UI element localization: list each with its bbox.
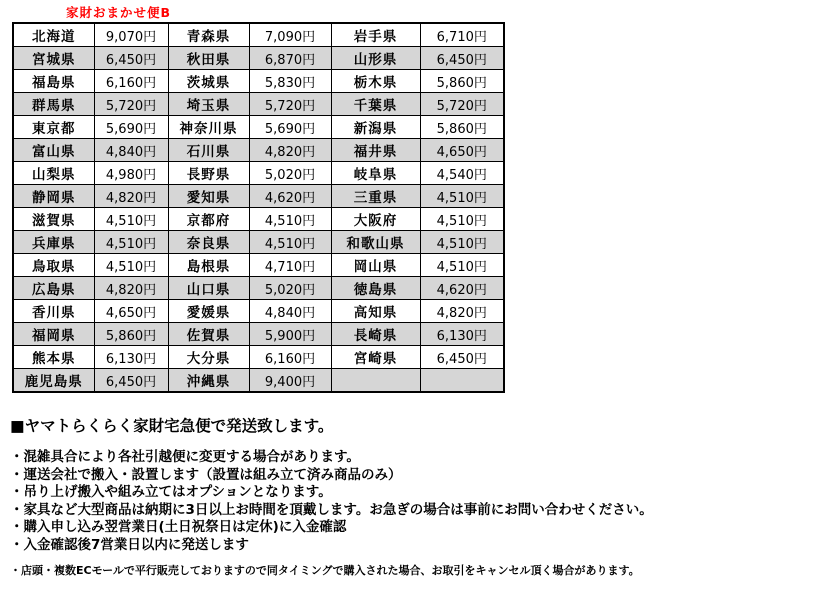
- price-cell: 5,720円: [420, 93, 504, 116]
- price-cell: 6,450円: [94, 47, 168, 70]
- price-cell: 6,450円: [420, 346, 504, 369]
- prefecture-cell: [331, 369, 420, 393]
- prefecture-cell: 福島県: [13, 70, 94, 93]
- prefecture-cell: 沖縄県: [168, 369, 249, 393]
- prefecture-cell: 千葉県: [331, 93, 420, 116]
- price-cell: 5,830円: [249, 70, 331, 93]
- price-table-body: [13, 23, 504, 392]
- prefecture-cell: 神奈川県: [168, 116, 249, 139]
- table-row: [13, 162, 504, 185]
- table-row: [13, 346, 504, 369]
- price-cell: 4,650円: [420, 139, 504, 162]
- price-cell: 4,510円: [420, 254, 504, 277]
- price-cell: [420, 369, 504, 393]
- note-bullet: ・購入申し込み翌営業日(土日祝祭日は定休)に入金確認: [10, 519, 347, 535]
- prefecture-cell: 兵庫県: [13, 231, 94, 254]
- table-row: [13, 185, 504, 208]
- note-bullet: ・吊り上げ搬入や組み立てはオプションとなります。: [10, 484, 332, 500]
- price-cell: 9,400円: [249, 369, 331, 393]
- price-cell: 4,710円: [249, 254, 331, 277]
- shipping-price-table: [12, 22, 505, 393]
- price-cell: 4,820円: [94, 277, 168, 300]
- prefecture-cell: 和歌山県: [331, 231, 420, 254]
- price-cell: 6,710円: [420, 23, 504, 47]
- price-cell: 6,160円: [94, 70, 168, 93]
- price-cell: 4,510円: [94, 231, 168, 254]
- price-cell: 4,840円: [249, 300, 331, 323]
- prefecture-cell: 佐賀県: [168, 323, 249, 346]
- prefecture-cell: 岡山県: [331, 254, 420, 277]
- price-cell: 6,450円: [94, 369, 168, 393]
- price-cell: 4,510円: [420, 185, 504, 208]
- prefecture-cell: 三重県: [331, 185, 420, 208]
- prefecture-cell: 奈良県: [168, 231, 249, 254]
- prefecture-cell: 長野県: [168, 162, 249, 185]
- table-row: [13, 23, 504, 47]
- price-cell: 5,020円: [249, 277, 331, 300]
- price-cell: 4,620円: [249, 185, 331, 208]
- price-cell: 4,820円: [420, 300, 504, 323]
- prefecture-cell: 東京都: [13, 116, 94, 139]
- note-bullet: ・混雑具合により各社引越便に変更する場合があります。: [10, 449, 360, 465]
- table-row: [13, 139, 504, 162]
- table-row: [13, 208, 504, 231]
- prefecture-cell: 福岡県: [13, 323, 94, 346]
- price-cell: 6,160円: [249, 346, 331, 369]
- prefecture-cell: 鹿児島県: [13, 369, 94, 393]
- price-cell: 4,840円: [94, 139, 168, 162]
- prefecture-cell: 岐阜県: [331, 162, 420, 185]
- price-cell: 4,820円: [249, 139, 331, 162]
- price-cell: 4,510円: [420, 208, 504, 231]
- prefecture-cell: 群馬県: [13, 93, 94, 116]
- price-cell: 4,540円: [420, 162, 504, 185]
- prefecture-cell: 青森県: [168, 23, 249, 47]
- prefecture-cell: 長崎県: [331, 323, 420, 346]
- shipping-notes: [10, 414, 816, 589]
- price-cell: 4,510円: [420, 231, 504, 254]
- price-cell: 5,690円: [249, 116, 331, 139]
- price-cell: 4,620円: [420, 277, 504, 300]
- prefecture-cell: 鳥取県: [13, 254, 94, 277]
- table-row: [13, 369, 504, 393]
- prefecture-cell: 宮崎県: [331, 346, 420, 369]
- price-cell: 4,820円: [94, 185, 168, 208]
- prefecture-cell: 静岡県: [13, 185, 94, 208]
- prefecture-cell: 石川県: [168, 139, 249, 162]
- table-row: [13, 231, 504, 254]
- prefecture-cell: 徳島県: [331, 277, 420, 300]
- prefecture-cell: 山口県: [168, 277, 249, 300]
- prefecture-cell: 山梨県: [13, 162, 94, 185]
- price-cell: 5,690円: [94, 116, 168, 139]
- price-cell: 4,510円: [94, 254, 168, 277]
- price-cell: 5,720円: [249, 93, 331, 116]
- note-bullet: ・家具など大型商品は納期に3日以上お時間を頂戴します。お急ぎの場合は事前にお問い合わせください。: [10, 501, 653, 518]
- prefecture-cell: 福井県: [331, 139, 420, 162]
- table-row: [13, 323, 504, 346]
- prefecture-cell: 岩手県: [331, 23, 420, 47]
- price-cell: 5,860円: [420, 70, 504, 93]
- prefecture-cell: 熊本県: [13, 346, 94, 369]
- price-cell: 4,510円: [94, 208, 168, 231]
- price-cell: 7,090円: [249, 23, 331, 47]
- table-row: [13, 300, 504, 323]
- prefecture-cell: 埼玉県: [168, 93, 249, 116]
- prefecture-cell: 秋田県: [168, 47, 249, 70]
- price-cell: 6,130円: [420, 323, 504, 346]
- prefecture-cell: 愛知県: [168, 185, 249, 208]
- price-cell: 9,070円: [94, 23, 168, 47]
- price-cell: 5,020円: [249, 162, 331, 185]
- prefecture-cell: 宮城県: [13, 47, 94, 70]
- price-cell: 5,720円: [94, 93, 168, 116]
- price-cell: 4,650円: [94, 300, 168, 323]
- table-row: [13, 70, 504, 93]
- price-cell: 6,870円: [249, 47, 331, 70]
- table-row: [13, 93, 504, 116]
- prefecture-cell: 高知県: [331, 300, 420, 323]
- prefecture-cell: 茨城県: [168, 70, 249, 93]
- price-cell: 4,980円: [94, 162, 168, 185]
- price-cell: 4,510円: [249, 208, 331, 231]
- prefecture-cell: 大分県: [168, 346, 249, 369]
- note-bullet: ・運送会社で搬入・設置します（設置は組み立て済み商品のみ）: [10, 466, 402, 483]
- prefecture-cell: 香川県: [13, 300, 94, 323]
- table-row: [13, 116, 504, 139]
- prefecture-cell: 栃木県: [331, 70, 420, 93]
- table-row: [13, 277, 504, 300]
- shipping-notes-bullets: [10, 449, 816, 554]
- prefecture-cell: 大阪府: [331, 208, 420, 231]
- prefecture-cell: 広島県: [13, 277, 94, 300]
- note-bullet: ・入金確認後7営業日以内に発送します: [10, 536, 249, 553]
- shipping-notes-heading: ■ヤマトらくらく家財宅急便で発送致します。: [10, 417, 334, 435]
- table-row: [13, 254, 504, 277]
- prefecture-cell: 愛媛県: [168, 300, 249, 323]
- prefecture-cell: 島根県: [168, 254, 249, 277]
- prefecture-cell: 京都府: [168, 208, 249, 231]
- prefecture-cell: 富山県: [13, 139, 94, 162]
- prefecture-cell: 山形県: [331, 47, 420, 70]
- price-cell: 5,860円: [420, 116, 504, 139]
- prefecture-cell: 滋賀県: [13, 208, 94, 231]
- shipping-notes-footnote: ・店頭・複数ECモールで平行販売しておりますので同タイミングで購入された場合、お取引をキャンセル頂く場合があります。: [10, 564, 640, 577]
- price-cell: 4,510円: [249, 231, 331, 254]
- price-cell: 6,130円: [94, 346, 168, 369]
- price-cell: 5,900円: [249, 323, 331, 346]
- shipping-table-title: 家財おまかせ便B: [66, 5, 172, 20]
- prefecture-cell: 新潟県: [331, 116, 420, 139]
- table-row: [13, 47, 504, 70]
- prefecture-cell: 北海道: [13, 23, 94, 47]
- price-cell: 6,450円: [420, 47, 504, 70]
- price-cell: 5,860円: [94, 323, 168, 346]
